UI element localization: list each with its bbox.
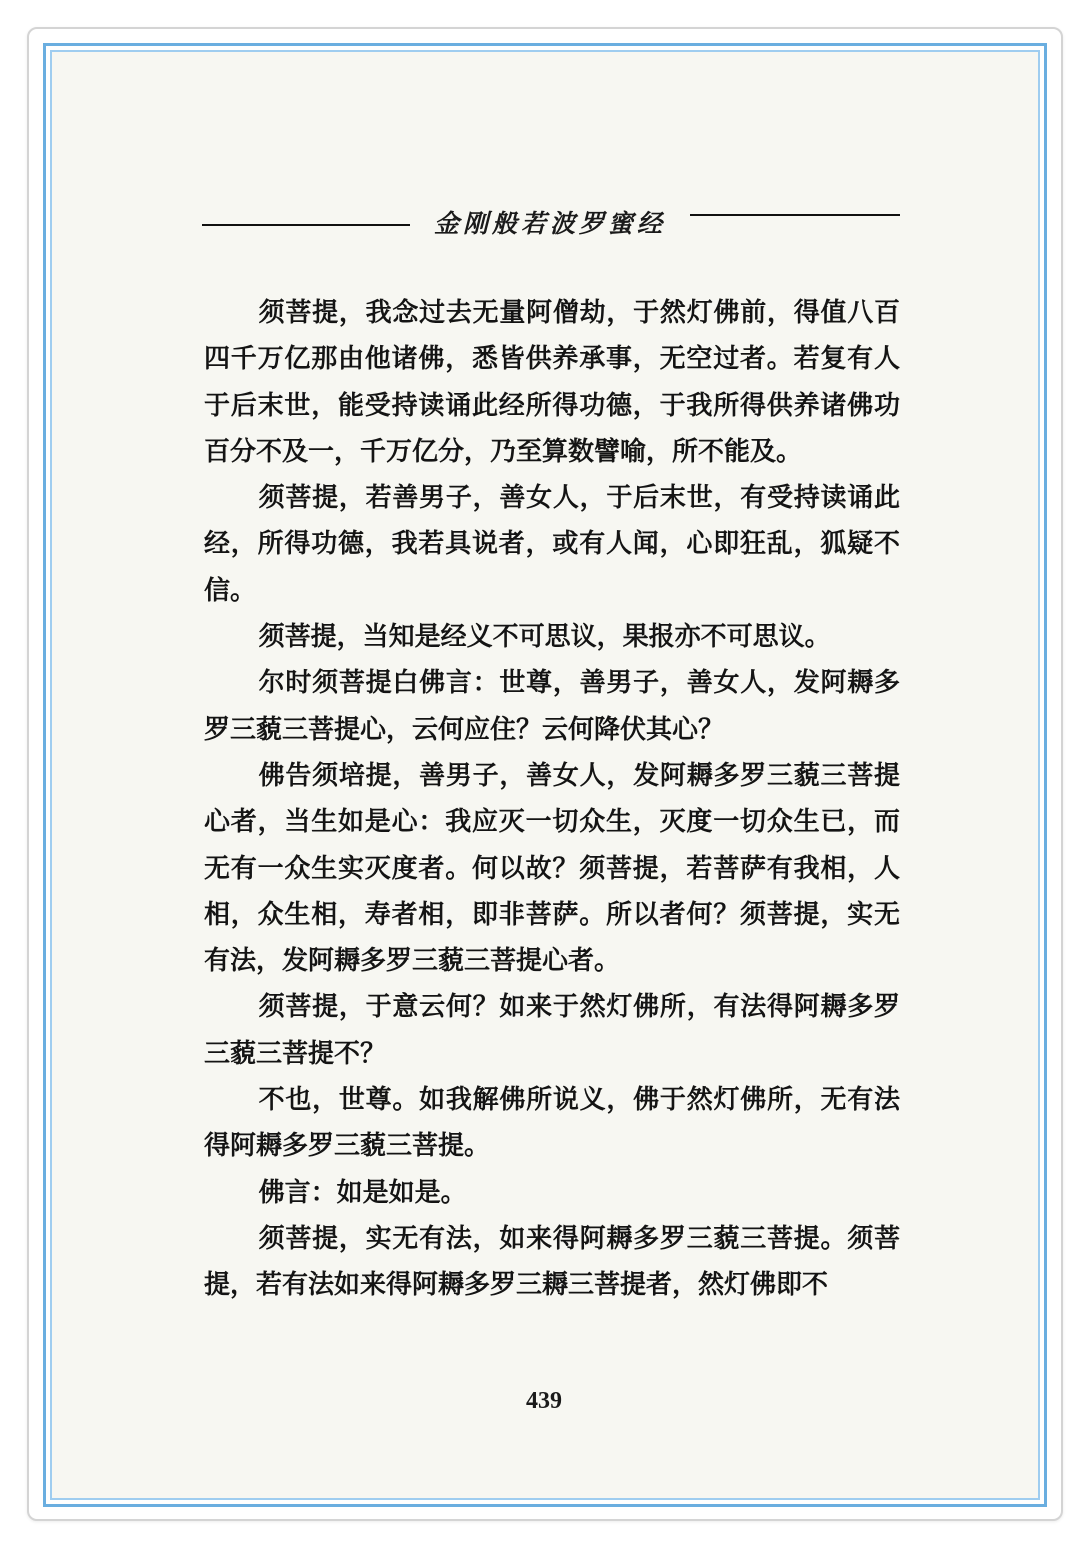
running-title: 金刚般若波罗蜜经 [434,209,667,238]
header-rule-left [202,224,410,226]
paragraph: 尔时须菩提白佛言：世尊，善男子，善女人，发阿耨多罗三藐三菩提心，云何应住？云何降伏其心？ [204,668,900,745]
paragraph: 须菩提，若善男子，善女人，于后末世，有受持读诵此经，所得功德，我若具说者，或有人闻，心即狂乱，狐疑不信。 [204,483,900,606]
page-number: 439 [526,1388,562,1414]
paragraph: 不也，世尊。如我解佛所说义，佛于然灯佛所，无有法得阿耨多罗三藐三菩提。 [204,1085,900,1162]
paragraph: 须菩提，实无有法，如来得阿耨多罗三藐三菩提。须菩提，若有法如来得阿耨多罗三耨三菩提者，然灯佛即不 [204,1223,900,1301]
paragraph: 须菩提，于意云何？如来于然灯佛所，有法得阿耨多罗三藐三菩提不？ [204,992,900,1069]
paragraph: 佛告须培提，善男子，善女人，发阿耨多罗三藐三菩提心者，当生如是心：我应灭一切众生，灭度一切众生已，而无有一众生实灭度者。何以故？须菩提，若菩萨有我相，人相，众生相，寿者相，即非菩萨。所以者何？须菩提，实无有法，发阿耨多罗三藐三菩提心者。 [204,760,900,977]
paragraph: 佛言：如是如是。 [258,1177,467,1208]
running-header [202,200,900,240]
paragraph: 须菩提，当知是经义不可思议，果报亦不可思议。 [258,622,831,653]
header-rule-right [690,214,900,216]
body-text [204,290,900,1309]
paragraph: 须菩提，我念过去无量阿僧劫，于然灯佛前，得值八百四千万亿那由他诸佛，悉皆供养承事，无空过者。若复有人于后末世，能受持读诵此经所得功德，于我所得供养诸佛功百分不及一，千万亿分，乃至算数譬喻，所不能及。 [204,298,900,467]
